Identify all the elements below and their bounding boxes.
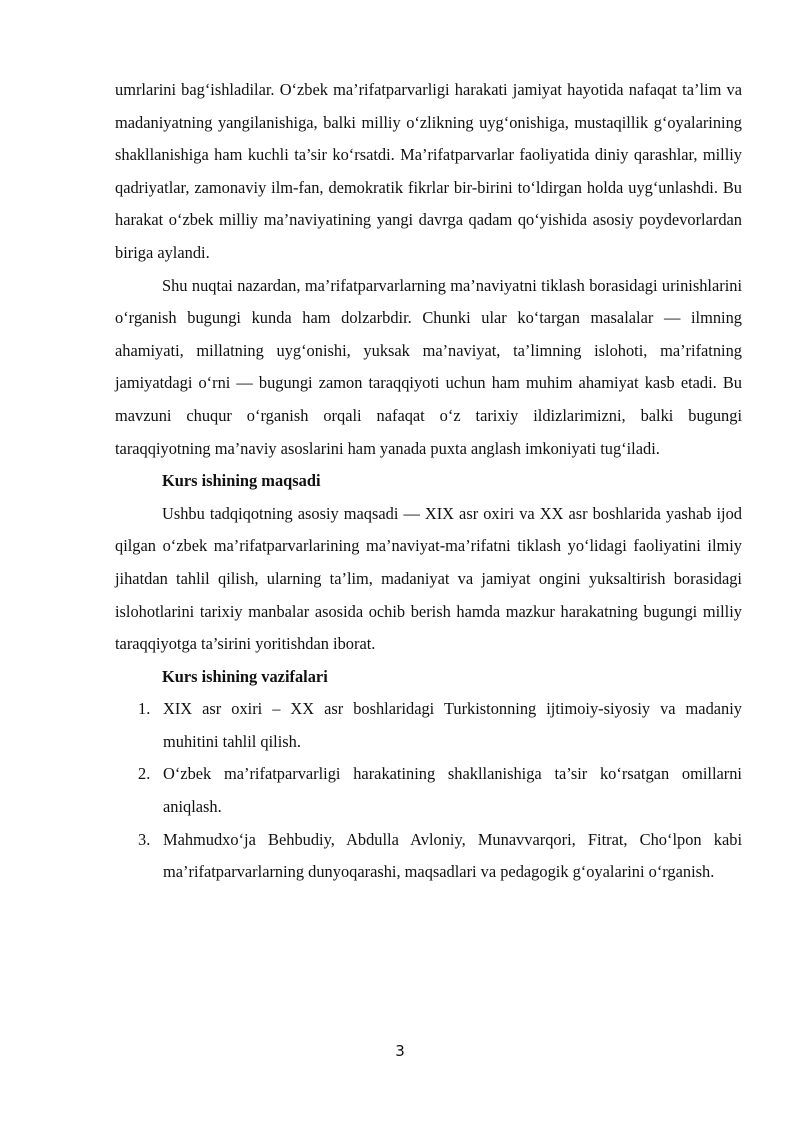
list-item — [115, 824, 742, 889]
paragraph-continuation: umrlarini bag‘ishladilar. O‘zbek ma’rifatparvarligi harakati jamiyat hayotida nafaqat ta’lim va madaniyatning yangilanishiga, balki milliy o‘zlikning uyg‘onishiga, mustaqillik g‘oyalarining shakllanishiga ham kuchli ta’sir ko‘rsatdi. Ma’rifatparvarlar faoliyatida diniy qarashlar, milliy qadriyatlar, zamonaviy ilm-fan, demokratik fikrlar bir-birini to‘ldirgan holda uyg‘unlashdi. Bu harakat o‘zbek milliy ma’naviyatining yangi davrga qadam qo‘yishida asosiy poydevorlardan biriga aylandi. — [115, 80, 742, 262]
document-page — [115, 74, 742, 889]
list-item-text: O‘zbek ma’rifatparvarligi harakatining shakllanishiga ta’sir ko‘rsatgan omillarni aniqlash. — [163, 764, 742, 817]
list-item — [115, 758, 742, 823]
list-item-text: Mahmudxo‘ja Behbudiy, Abdulla Avloniy, Munavvarqori, Fitrat, Cho‘lpon kabi ma’rifatparvarlarning dunyoqarashi, maqsadlari va pedagogik g‘oyalarini o‘rganish. — [163, 829, 742, 882]
heading-tasks: Kurs ishining vazifalari — [162, 666, 328, 686]
page-number: 3 — [395, 1042, 405, 1060]
list-item-number: 1. — [138, 699, 151, 719]
list-item — [115, 693, 742, 758]
paragraph-goal: Ushbu tadqiqotning asosiy maqsadi — XIX asr oxiri va XX asr boshlarida yashab ijod qilgan o‘zbek ma’rifatparvarlarining ma’naviyat-ma’rifatni tiklash yo‘lidagi faoliyatini ilmiy jihatdan tahlil qilish, ularning ta’lim, madaniyat va jamiyat ongini yuksaltirish borasidagi islohotlarini tarixiy manbalar asosida ochib berish hamda mazkur harakatning bugungi milliy taraqqiyotga ta’sirini yoritishdan iborat. — [115, 503, 742, 654]
paragraph-relevance: Shu nuqtai nazardan, ma’rifatparvarlarning ma’naviyatni tiklash borasidagi urinishlarini o‘rganish bugungi kunda ham dolzarbdir. Chunki ular ko‘targan masalalar — ilmning ahamiyati, millatning uyg‘onishi, yuksak ma’naviyat, ta’limning islohoti, ma’rifatning jamiyatdagi o‘rni — bugungi zamon taraqqiyoti uchun ham muhim ahamiyat kasb etadi. Bu mavzuni chuqur o‘rganish orqali nafaqat o‘z tarixiy ildizlarimizni, balki bugungi taraqqiyotning ma’naviy asoslarini ham yanada puxta anglash imkoniyati tug‘iladi. — [115, 275, 742, 458]
list-item-text: XIX asr oxiri – XX asr boshlaridagi Turkistonning ijtimoiy-siyosiy va madaniy muhitini tahlil qilish. — [163, 699, 742, 751]
tasks-list — [115, 693, 742, 889]
heading-goal: Kurs ishining maqsadi — [162, 471, 321, 491]
list-item-number: 3. — [138, 829, 151, 849]
list-item-number: 2. — [138, 764, 151, 784]
